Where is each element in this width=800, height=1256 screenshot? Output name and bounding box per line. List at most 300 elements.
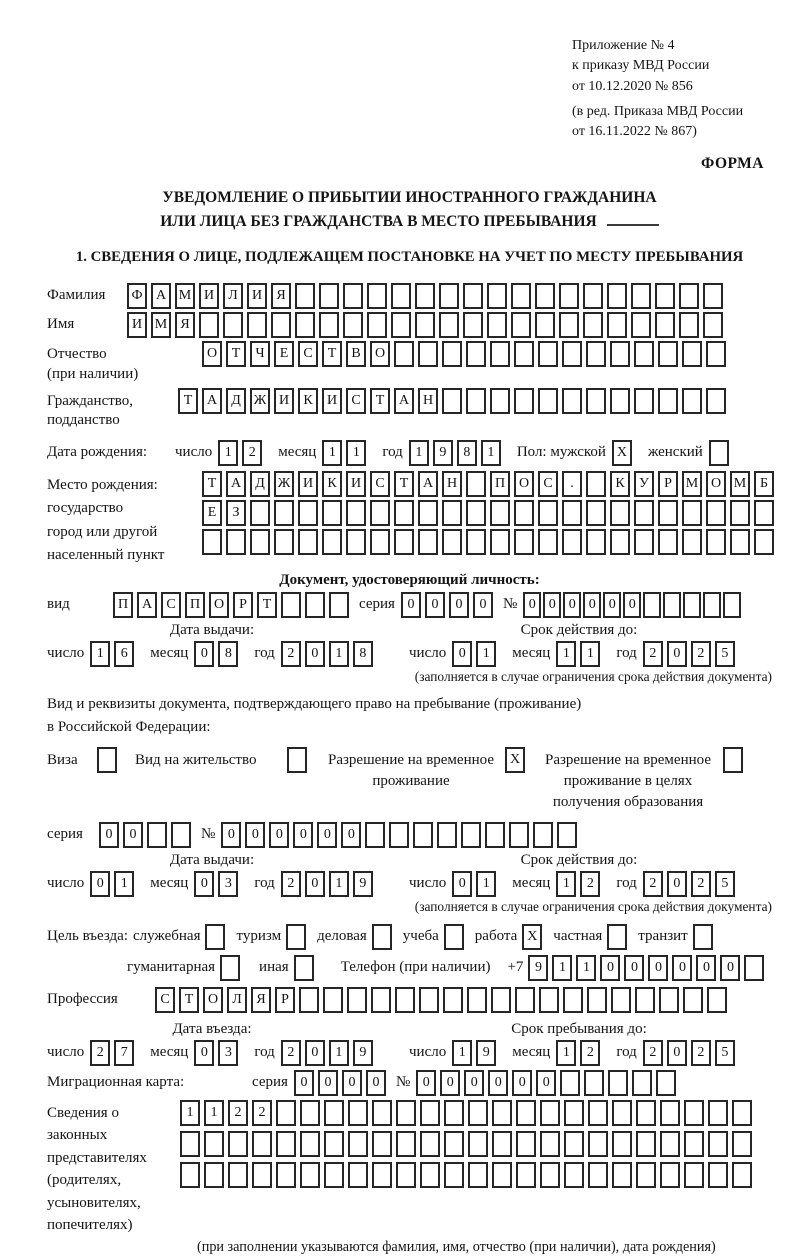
char-cell bbox=[635, 987, 655, 1013]
char-cell: 1 bbox=[90, 641, 110, 667]
char-cell bbox=[682, 341, 702, 367]
char-cell bbox=[706, 388, 726, 414]
birth-day-cells bbox=[218, 440, 266, 466]
doc-expiry-note: (заполняется в случае ограничения срока действия документа) bbox=[414, 669, 772, 685]
char-cell: Т bbox=[178, 388, 198, 414]
char-cell bbox=[611, 987, 631, 1013]
purpose-private-checkbox bbox=[607, 924, 631, 950]
month-label: месяц bbox=[150, 1043, 189, 1060]
purpose-option-label: транзит bbox=[638, 927, 688, 944]
char-cell bbox=[723, 592, 741, 618]
char-cell: 2 bbox=[228, 1100, 248, 1126]
char-cell bbox=[610, 529, 630, 555]
char-cell: 5 bbox=[715, 1040, 735, 1066]
char-cell: 9 bbox=[353, 1040, 373, 1066]
purpose-other-checkbox bbox=[294, 955, 318, 981]
char-cell bbox=[490, 529, 510, 555]
char-cell: 0 bbox=[667, 871, 687, 897]
migration-series-label: серия bbox=[252, 1073, 288, 1090]
char-cell: 1 bbox=[580, 641, 600, 667]
temp-residence-education-label bbox=[539, 747, 717, 813]
purpose-row bbox=[47, 924, 772, 950]
char-cell bbox=[463, 283, 483, 309]
form-title-line-1: УВЕДОМЛЕНИЕ О ПРИБЫТИИ ИНОСТРАННОГО ГРАЖДАНИНА bbox=[162, 189, 657, 207]
char-cell bbox=[147, 822, 167, 848]
purpose-option-work bbox=[475, 924, 547, 950]
residence-doc-line-2: в Российской Федерации: bbox=[47, 719, 211, 736]
char-cell: И bbox=[346, 471, 366, 497]
visa-label: Виза bbox=[47, 751, 78, 768]
char-cell bbox=[468, 1100, 488, 1126]
char-cell bbox=[658, 529, 678, 555]
profession-row bbox=[47, 987, 772, 1013]
migration-series-cells bbox=[294, 1070, 390, 1096]
char-cell bbox=[563, 987, 583, 1013]
char-cell bbox=[286, 924, 306, 950]
char-cell bbox=[324, 1162, 344, 1188]
char-cell: М bbox=[730, 471, 750, 497]
char-cell: 0 bbox=[473, 592, 493, 618]
char-cell bbox=[347, 987, 367, 1013]
char-cell: 0 bbox=[99, 822, 119, 848]
char-cell bbox=[372, 1131, 392, 1157]
char-cell bbox=[391, 312, 411, 338]
char-cell: 8 bbox=[218, 641, 238, 667]
char-cell bbox=[370, 500, 390, 526]
char-cell: И bbox=[298, 471, 318, 497]
char-cell bbox=[467, 987, 487, 1013]
char-cell: 1 bbox=[476, 641, 496, 667]
migration-card-row bbox=[47, 1070, 772, 1096]
char-cell: А bbox=[137, 592, 157, 618]
char-cell: 0 bbox=[90, 871, 110, 897]
phone-label: Телефон (при наличии) bbox=[340, 958, 491, 975]
purpose-option-label: гуманитарная bbox=[127, 958, 216, 975]
char-cell: 5 bbox=[715, 871, 735, 897]
char-cell: 0 bbox=[341, 822, 361, 848]
birth-year-cells bbox=[409, 440, 505, 466]
char-cell: О bbox=[514, 471, 534, 497]
phone-prefix: +7 bbox=[507, 958, 524, 975]
char-cell bbox=[294, 955, 314, 981]
doc-expiry-year-cells bbox=[643, 641, 739, 667]
char-cell: Д bbox=[226, 388, 246, 414]
char-cell bbox=[468, 1131, 488, 1157]
purpose-work-checkbox bbox=[522, 924, 546, 950]
birth-date-label: Дата рождения: bbox=[47, 444, 148, 461]
temp-residence-education-option bbox=[529, 747, 747, 813]
char-cell: Ч bbox=[250, 341, 270, 367]
char-cell: 1 bbox=[556, 1040, 576, 1066]
char-cell: 0 bbox=[543, 592, 561, 618]
char-cell bbox=[274, 500, 294, 526]
char-cell: Л bbox=[227, 987, 247, 1013]
temp-residence-label-line: проживание bbox=[372, 772, 450, 789]
char-cell: 0 bbox=[623, 592, 641, 618]
char-cell bbox=[348, 1162, 368, 1188]
representatives-label-line: попечителях) bbox=[47, 1217, 133, 1234]
char-cell bbox=[223, 312, 243, 338]
char-cell: 2 bbox=[281, 871, 301, 897]
citizenship-cells bbox=[178, 388, 730, 414]
char-cell bbox=[586, 500, 606, 526]
representatives-note: (при заполнении указываются фамилия, имя, отчество (при наличии), дата рождения) bbox=[197, 1238, 716, 1255]
char-cell: 0 bbox=[449, 592, 469, 618]
char-cell: С bbox=[161, 592, 181, 618]
char-cell: Ж bbox=[250, 388, 270, 414]
doc-issue-month-cells bbox=[194, 641, 242, 667]
char-cell: 0 bbox=[696, 955, 716, 981]
permit-number-label: № bbox=[201, 825, 216, 842]
char-cell: М bbox=[175, 283, 195, 309]
char-cell: 1 bbox=[322, 440, 342, 466]
char-cell bbox=[466, 388, 486, 414]
char-cell bbox=[706, 341, 726, 367]
char-cell bbox=[587, 987, 607, 1013]
month-label: месяц bbox=[512, 645, 551, 662]
char-cell bbox=[205, 924, 225, 950]
temp-residence-education-checkbox bbox=[723, 747, 747, 773]
permit-issue-header: Дата выдачи: bbox=[169, 851, 255, 868]
year-label: год bbox=[382, 444, 403, 461]
char-cell: 0 bbox=[440, 1070, 460, 1096]
char-cell bbox=[420, 1162, 440, 1188]
representatives-label-line: усыновителях, bbox=[47, 1194, 141, 1211]
appendix-reference bbox=[572, 36, 772, 142]
char-cell: А bbox=[226, 471, 246, 497]
char-cell: 7 bbox=[114, 1040, 134, 1066]
char-cell bbox=[180, 1162, 200, 1188]
char-cell bbox=[557, 822, 577, 848]
char-cell bbox=[706, 529, 726, 555]
form-title-line-2-wrap bbox=[47, 210, 772, 233]
char-cell bbox=[634, 388, 654, 414]
char-cell bbox=[444, 1100, 464, 1126]
char-cell bbox=[634, 341, 654, 367]
doc-issue-year-cells bbox=[281, 641, 377, 667]
char-cell bbox=[487, 283, 507, 309]
char-cell bbox=[305, 592, 325, 618]
residence-doc-series-row bbox=[47, 822, 772, 848]
char-cell bbox=[560, 1070, 580, 1096]
char-cell bbox=[343, 283, 363, 309]
char-cell bbox=[540, 1162, 560, 1188]
char-cell bbox=[610, 500, 630, 526]
permit-issue-block bbox=[47, 851, 409, 915]
char-cell bbox=[564, 1100, 584, 1126]
edition-line: (в ред. Приказа МВД России bbox=[572, 103, 744, 119]
temp-residence-label-line: Разрешение на временное bbox=[328, 751, 494, 768]
char-cell: 1 bbox=[329, 1040, 349, 1066]
permit-series-cells bbox=[99, 822, 195, 848]
char-cell bbox=[343, 312, 363, 338]
char-cell bbox=[655, 283, 675, 309]
char-cell bbox=[516, 1131, 536, 1157]
char-cell bbox=[636, 1100, 656, 1126]
char-cell bbox=[679, 283, 699, 309]
char-cell: 0 bbox=[583, 592, 601, 618]
char-cell: А bbox=[394, 388, 414, 414]
year-label: год bbox=[254, 874, 275, 891]
char-cell bbox=[204, 1131, 224, 1157]
char-cell bbox=[329, 592, 349, 618]
char-cell: X bbox=[612, 440, 632, 466]
char-cell bbox=[535, 283, 555, 309]
doc-issue-line bbox=[47, 641, 409, 667]
citizenship-label-line: Гражданство, bbox=[47, 392, 134, 409]
char-cell bbox=[659, 987, 679, 1013]
char-cell: Я bbox=[175, 312, 195, 338]
given-name-row bbox=[47, 312, 772, 338]
char-cell: 0 bbox=[194, 641, 214, 667]
char-cell: 0 bbox=[488, 1070, 508, 1096]
month-label: месяц bbox=[512, 1043, 551, 1060]
char-cell bbox=[703, 283, 723, 309]
char-cell: Т bbox=[322, 341, 342, 367]
char-cell: Т bbox=[257, 592, 277, 618]
residence-doc-dates bbox=[47, 851, 772, 915]
edition-line: от 16.11.2022 № 867) bbox=[572, 124, 697, 140]
purpose-option-commercial bbox=[317, 924, 396, 950]
char-cell: М bbox=[151, 312, 171, 338]
char-cell: 0 bbox=[512, 1070, 532, 1096]
char-cell bbox=[463, 312, 483, 338]
char-cell bbox=[634, 500, 654, 526]
permit-expiry-month-cells bbox=[556, 871, 604, 897]
char-cell: Т bbox=[179, 987, 199, 1013]
surname-row bbox=[47, 283, 772, 309]
residence-doc-options bbox=[47, 747, 772, 813]
surname-cells bbox=[127, 283, 727, 309]
birthplace-label-line: населенный пункт bbox=[47, 546, 165, 563]
given-name-cells bbox=[127, 312, 727, 338]
char-cell bbox=[226, 529, 246, 555]
char-cell bbox=[199, 312, 219, 338]
char-cell bbox=[372, 924, 392, 950]
migration-number-label: № bbox=[395, 1073, 411, 1090]
char-cell bbox=[754, 529, 774, 555]
char-cell: 0 bbox=[317, 822, 337, 848]
char-cell: 0 bbox=[305, 871, 325, 897]
permit-issue-line bbox=[47, 871, 409, 897]
doc-issue-day-cells bbox=[90, 641, 138, 667]
char-cell bbox=[444, 924, 464, 950]
entry-dates bbox=[47, 1020, 772, 1066]
char-cell: И bbox=[127, 312, 147, 338]
char-cell bbox=[515, 987, 535, 1013]
permit-expiry-line bbox=[409, 871, 772, 897]
char-cell bbox=[389, 822, 409, 848]
residence-doc-paragraph bbox=[47, 693, 772, 740]
purpose-label: Цель въезда: bbox=[47, 927, 128, 944]
identity-doc-heading: Документ, удостоверяющий личность: bbox=[279, 572, 540, 589]
char-cell bbox=[466, 471, 486, 497]
char-cell: Д bbox=[250, 471, 270, 497]
char-cell: Я bbox=[271, 283, 291, 309]
char-cell bbox=[492, 1100, 512, 1126]
char-cell: В bbox=[346, 341, 366, 367]
char-cell bbox=[442, 500, 462, 526]
char-cell bbox=[396, 1131, 416, 1157]
char-cell bbox=[612, 1131, 632, 1157]
temp-residence-checkbox bbox=[505, 747, 529, 773]
char-cell bbox=[276, 1100, 296, 1126]
char-cell: И bbox=[247, 283, 267, 309]
sex-male-label: Пол: мужской bbox=[516, 444, 606, 461]
representatives-block bbox=[47, 1100, 772, 1237]
appendix-line: от 10.12.2020 № 856 bbox=[572, 78, 693, 94]
char-cell: Т bbox=[394, 471, 414, 497]
char-cell bbox=[511, 312, 531, 338]
char-cell bbox=[394, 529, 414, 555]
representatives-row-3 bbox=[180, 1162, 756, 1188]
char-cell bbox=[287, 747, 307, 773]
visa-checkbox bbox=[97, 747, 121, 773]
char-cell: К bbox=[298, 388, 318, 414]
phone-cells bbox=[528, 955, 768, 981]
char-cell bbox=[396, 1162, 416, 1188]
char-cell: 0 bbox=[293, 822, 313, 848]
char-cell: 0 bbox=[245, 822, 265, 848]
doc-number-cells bbox=[523, 592, 743, 618]
char-cell bbox=[658, 500, 678, 526]
char-cell: Б bbox=[754, 471, 774, 497]
char-cell bbox=[348, 1131, 368, 1157]
birthplace-label-line: город или другой bbox=[47, 523, 158, 540]
char-cell bbox=[535, 312, 555, 338]
month-label: месяц bbox=[150, 874, 189, 891]
char-cell bbox=[660, 1131, 680, 1157]
char-cell bbox=[562, 529, 582, 555]
purpose-humanitarian-checkbox bbox=[220, 955, 244, 981]
char-cell bbox=[324, 1100, 344, 1126]
char-cell: 0 bbox=[305, 1040, 325, 1066]
sex-female-label: женский bbox=[647, 444, 703, 461]
doc-expiry-day-cells bbox=[452, 641, 500, 667]
char-cell bbox=[247, 312, 267, 338]
char-cell bbox=[562, 388, 582, 414]
char-cell bbox=[663, 592, 681, 618]
birthplace-row-1 bbox=[202, 471, 778, 497]
char-cell bbox=[395, 987, 415, 1013]
char-cell bbox=[298, 500, 318, 526]
permit-number-cells bbox=[221, 822, 581, 848]
char-cell bbox=[442, 341, 462, 367]
char-cell: О bbox=[202, 341, 222, 367]
char-cell bbox=[466, 529, 486, 555]
char-cell bbox=[420, 1131, 440, 1157]
char-cell bbox=[322, 529, 342, 555]
char-cell bbox=[491, 987, 511, 1013]
char-cell bbox=[607, 924, 627, 950]
char-cell: У bbox=[634, 471, 654, 497]
char-cell: 0 bbox=[318, 1070, 338, 1096]
char-cell bbox=[682, 388, 702, 414]
char-cell bbox=[323, 987, 343, 1013]
char-cell bbox=[346, 500, 366, 526]
temp-residence-education-line: получения образования bbox=[552, 793, 704, 810]
char-cell bbox=[252, 1162, 272, 1188]
char-cell: О bbox=[370, 341, 390, 367]
char-cell bbox=[461, 822, 481, 848]
char-cell: А bbox=[202, 388, 222, 414]
permit-issue-month-cells bbox=[194, 871, 242, 897]
char-cell: С bbox=[370, 471, 390, 497]
char-cell: 0 bbox=[425, 592, 445, 618]
char-cell: 0 bbox=[536, 1070, 556, 1096]
char-cell bbox=[607, 283, 627, 309]
purpose-tourism-checkbox bbox=[286, 924, 310, 950]
char-cell bbox=[631, 283, 651, 309]
char-cell bbox=[730, 500, 750, 526]
char-cell bbox=[586, 341, 606, 367]
purpose-option-label: туризм bbox=[236, 927, 282, 944]
char-cell bbox=[97, 747, 117, 773]
patronymic-label bbox=[47, 341, 202, 385]
char-cell bbox=[610, 341, 630, 367]
month-label: месяц bbox=[150, 645, 189, 662]
char-cell bbox=[682, 529, 702, 555]
char-cell bbox=[204, 1162, 224, 1188]
entry-date-line bbox=[47, 1040, 409, 1066]
char-cell: 1 bbox=[409, 440, 429, 466]
form-title bbox=[47, 186, 772, 233]
day-label: число bbox=[409, 645, 447, 662]
char-cell: 0 bbox=[269, 822, 289, 848]
purpose-option-label: иная bbox=[259, 958, 289, 975]
char-cell: 2 bbox=[643, 871, 663, 897]
char-cell: 0 bbox=[720, 955, 740, 981]
residence-permit-checkbox bbox=[287, 747, 311, 773]
char-cell: Р bbox=[233, 592, 253, 618]
temp-residence-option bbox=[311, 747, 529, 792]
char-cell: С bbox=[298, 341, 318, 367]
char-cell bbox=[634, 529, 654, 555]
given-name-label: Имя bbox=[47, 315, 75, 332]
char-cell: 0 bbox=[603, 592, 621, 618]
char-cell: 1 bbox=[556, 641, 576, 667]
char-cell bbox=[708, 1100, 728, 1126]
char-cell: Я bbox=[251, 987, 271, 1013]
char-cell bbox=[583, 283, 603, 309]
stay-until-line bbox=[409, 1040, 772, 1066]
char-cell: З bbox=[226, 500, 246, 526]
day-label: число bbox=[47, 645, 85, 662]
char-cell: 3 bbox=[218, 1040, 238, 1066]
purpose-option-study bbox=[403, 924, 468, 950]
char-cell bbox=[490, 341, 510, 367]
char-cell bbox=[514, 388, 534, 414]
char-cell bbox=[683, 987, 703, 1013]
char-cell bbox=[295, 312, 315, 338]
char-cell bbox=[655, 312, 675, 338]
char-cell bbox=[516, 1162, 536, 1188]
char-cell bbox=[612, 1162, 632, 1188]
char-cell: О bbox=[706, 471, 726, 497]
char-cell: 0 bbox=[366, 1070, 386, 1096]
char-cell bbox=[492, 1131, 512, 1157]
char-cell bbox=[514, 500, 534, 526]
char-cell bbox=[365, 822, 385, 848]
char-cell: 1 bbox=[329, 641, 349, 667]
char-cell: Т bbox=[370, 388, 390, 414]
char-cell bbox=[539, 987, 559, 1013]
char-cell bbox=[372, 1162, 392, 1188]
char-cell: 0 bbox=[672, 955, 692, 981]
char-cell bbox=[564, 1162, 584, 1188]
char-cell: 9 bbox=[433, 440, 453, 466]
year-label: год bbox=[616, 645, 637, 662]
